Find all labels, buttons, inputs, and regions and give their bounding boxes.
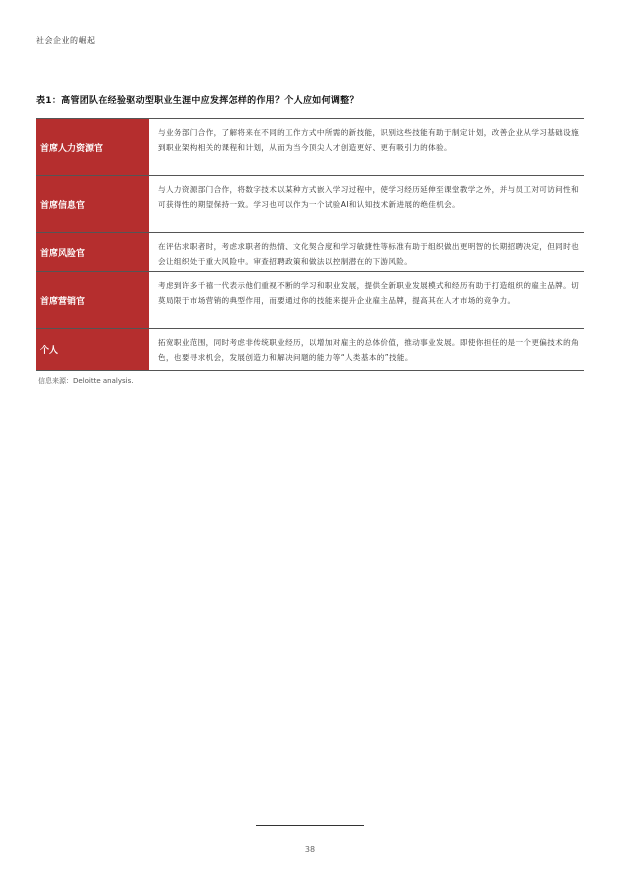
page-number: 38 bbox=[304, 845, 316, 854]
table-row bbox=[36, 272, 584, 329]
role-cell: 首席信息官 bbox=[36, 176, 149, 232]
role-cell: 首席营销官 bbox=[36, 272, 149, 328]
table-title: 表1：高管团队在经验驱动型职业生涯中应发挥怎样的作用？个人应如何调整？ bbox=[36, 96, 359, 106]
description-cell: 在评估求职者时，考虑求职者的热情、文化契合度和学习敏捷性等标准有助于组织做出更明智的长期招聘决定，但同时也会让组织处于重大风险中。审查招聘政策和做法以控制潜在的下游风险。 bbox=[158, 242, 580, 266]
running-header: 社会企业的崛起 bbox=[36, 36, 96, 45]
role-cell: 首席人力资源官 bbox=[36, 119, 149, 175]
description-cell: 与人力资源部门合作，将数字技术以某种方式嵌入学习过程中，使学习经历延伸至课堂教学之外，并与员工对可访问性和可获得性的期望保持一致。学习也可以作为一个试验AI和认知技术新进展的绝佳机会。 bbox=[158, 185, 580, 209]
source-note: 信息来源：Deloitte analysis. bbox=[38, 377, 134, 385]
role-cell: 个人 bbox=[36, 329, 149, 370]
description-cell: 与业务部门合作，了解将来在不同的工作方式中所需的新技能，识别这些技能有助于制定计划，改善企业从学习基础设施到职业架构相关的课程和计划，从而为当今顶尖人才创造更好、更有吸引力的体验。 bbox=[158, 128, 580, 152]
role-cell: 首席风险官 bbox=[36, 233, 149, 271]
table-row bbox=[36, 119, 584, 176]
table-row bbox=[36, 329, 584, 371]
table-row bbox=[36, 233, 584, 272]
footer-divider bbox=[256, 825, 364, 826]
roles-table bbox=[36, 118, 584, 371]
table-row bbox=[36, 176, 584, 233]
description-cell: 考虑到许多千禧一代表示他们重视不断的学习和职业发展，提供全新职业发展模式和经历有助于打造组织的雇主品牌。切莫局限于市场营销的典型作用，而要通过你的技能来提升企业雇主品牌，提高其在人才市场的竞争力。 bbox=[158, 281, 580, 305]
description-cell: 拓宽职业范围，同时考虑非传统职业经历，以增加对雇主的总体价值，推动事业发展。即使你担任的是一个更偏技术的角色，也要寻求机会，发展创造力和解决问题的能力等“人类基本的”技能。 bbox=[158, 338, 580, 362]
